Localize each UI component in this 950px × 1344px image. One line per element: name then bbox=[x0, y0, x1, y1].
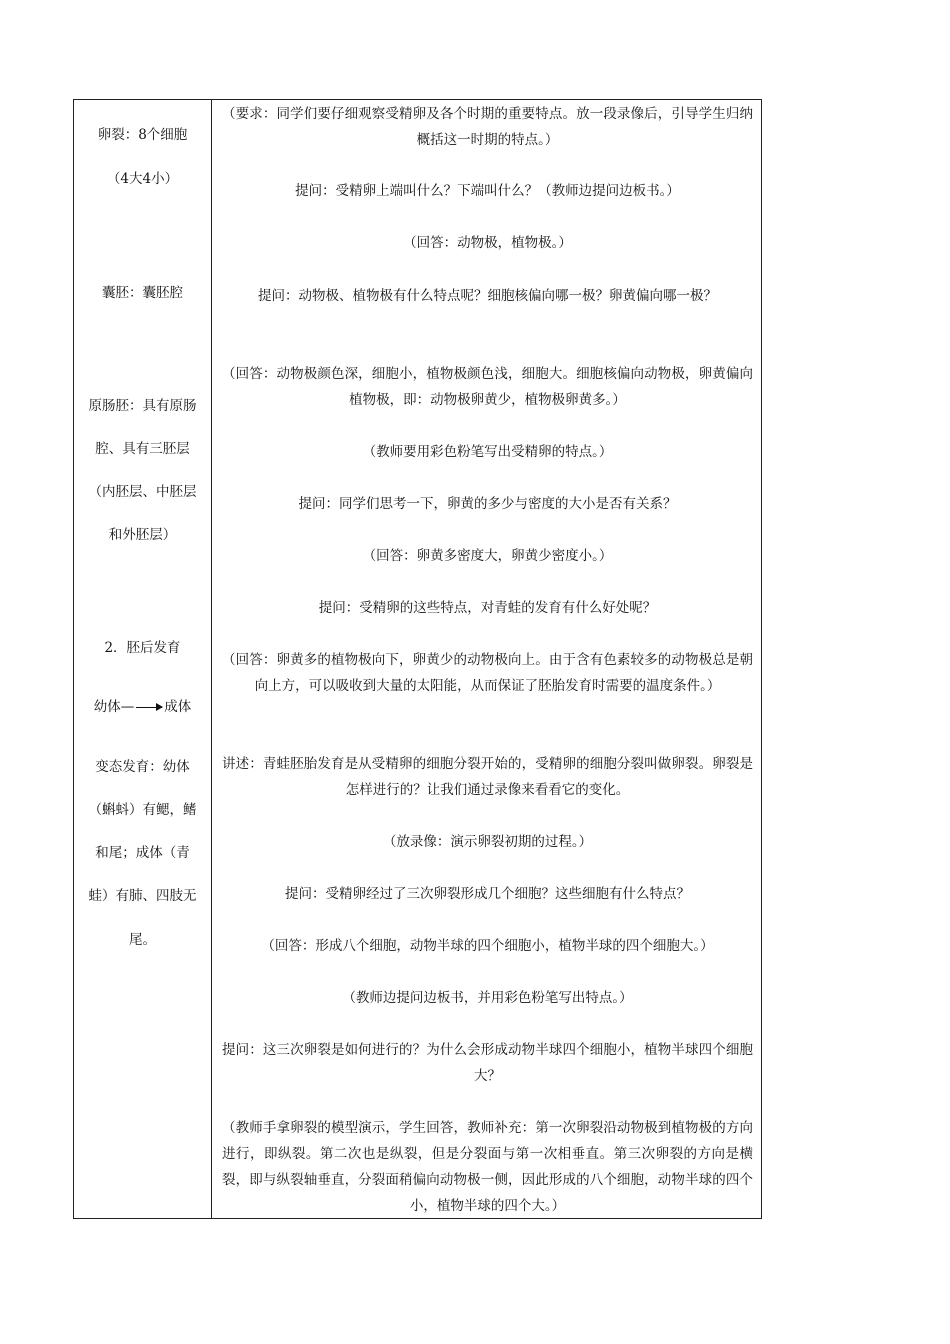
question-1: 提问：受精卵上端叫什么？下端叫什么？（教师边提问边板书。） bbox=[295, 183, 680, 199]
adult-label: 成体 bbox=[164, 699, 192, 715]
metamorphosis-line-1: 变态发育：幼体 bbox=[95, 759, 190, 775]
metamorphosis-line-3: 和尾；成体（青 bbox=[95, 845, 190, 861]
question-4: 提问：受精卵的这些特点，对青蛙的发育有什么好处呢？ bbox=[318, 600, 657, 616]
gastrula-point-line-1: 原肠胚：具有原肠 bbox=[88, 398, 197, 414]
gastrula-point-line-4: 和外胚层） bbox=[108, 527, 177, 543]
demonstration-paragraph: （教师手拿卵裂的模型演示，学生回答，教师补充：第一次卵裂沿动物极到植物极的方向进行，即纵裂。第二次也是纵裂，但是分裂面与第一次相垂直。第三次卵裂的方向是横裂，即与纵裂轴垂直，分裂面稍偏向动物极一侧，因此形成的八个细胞，动物半球的四个小，植物半球的四个大。） bbox=[222, 1120, 753, 1214]
gastrula-point-line-2: 腔、具有三胚层 bbox=[95, 441, 190, 457]
key-points-column bbox=[74, 100, 211, 1218]
postembryonic-heading: 2．胚后发育 bbox=[104, 640, 181, 656]
instruction-paragraph: （要求：同学们要仔细观察受精卵及各个时期的重要特点。放一段录像后，引导学生归纳概括这一时期的特点。） bbox=[222, 106, 753, 148]
teaching-process-column bbox=[212, 100, 761, 1218]
answer-2: （回答：动物极颜色深，细胞小，植物极颜色浅，细胞大。细胞核偏向动物极，卵黄偏向植物极，即：动物极卵黄少，植物极卵黄多。） bbox=[222, 366, 753, 408]
larva-label: 幼体— bbox=[93, 699, 135, 715]
lesson-table bbox=[73, 99, 762, 1219]
teacher-note-1: （教师要用彩色粉笔写出受精卵的特点。） bbox=[362, 444, 613, 460]
arrow-right-icon bbox=[136, 707, 162, 708]
cleavage-note: （4大4小） bbox=[106, 171, 179, 187]
metamorphosis-line-5: 尾。 bbox=[129, 932, 156, 948]
teacher-note-2: （教师边提问边板书，并用彩色粉笔写出特点。） bbox=[342, 990, 633, 1006]
question-6: 提问：这三次卵裂是如何进行的？为什么会形成动物半球四个细胞小，植物半球四个细胞大？ bbox=[222, 1042, 753, 1084]
answer-5: （回答：形成八个细胞，动物半球的四个细胞小，植物半球的四个细胞大。） bbox=[261, 938, 714, 954]
blastula-point: 囊胚：囊胚腔 bbox=[102, 285, 183, 301]
video-note: （放录像：演示卵裂初期的过程。） bbox=[382, 834, 593, 850]
larva-to-adult bbox=[80, 692, 205, 722]
cleavage-point: 卵裂：8个细胞 bbox=[97, 127, 188, 143]
lecture-paragraph: 讲述：青蛙胚胎发育是从受精卵的细胞分裂开始的，受精卵的细胞分裂叫做卵裂。卵裂是怎样进行的？让我们通过录像来看看它的变化。 bbox=[222, 756, 753, 798]
question-3: 提问：同学们思考一下，卵黄的多少与密度的大小是否有关系？ bbox=[298, 496, 677, 512]
gastrula-point-line-3: （内胚层、中胚层 bbox=[88, 484, 197, 500]
question-2: 提问：动物极、植物极有什么特点呢？细胞核偏向哪一极？卵黄偏向哪一极？ bbox=[258, 288, 717, 304]
question-5: 提问：受精卵经过了三次卵裂形成几个细胞？这些细胞有什么特点？ bbox=[285, 886, 690, 902]
answer-3: （回答：卵黄多密度大，卵黄少密度小。） bbox=[362, 548, 613, 564]
answer-1: （回答：动物极，植物极。） bbox=[403, 235, 572, 251]
metamorphosis-line-2: （蝌蚪）有鳃，鳍 bbox=[88, 802, 197, 818]
metamorphosis-line-4: 蛙）有肺、四肢无 bbox=[88, 888, 197, 904]
answer-4: （回答：卵黄多的植物极向下，卵黄少的动物极向上。由于含有色素较多的动物极总是朝向上方，可以吸收到大量的太阳能，从而保证了胚胎发育时需要的温度条件。） bbox=[222, 652, 753, 694]
